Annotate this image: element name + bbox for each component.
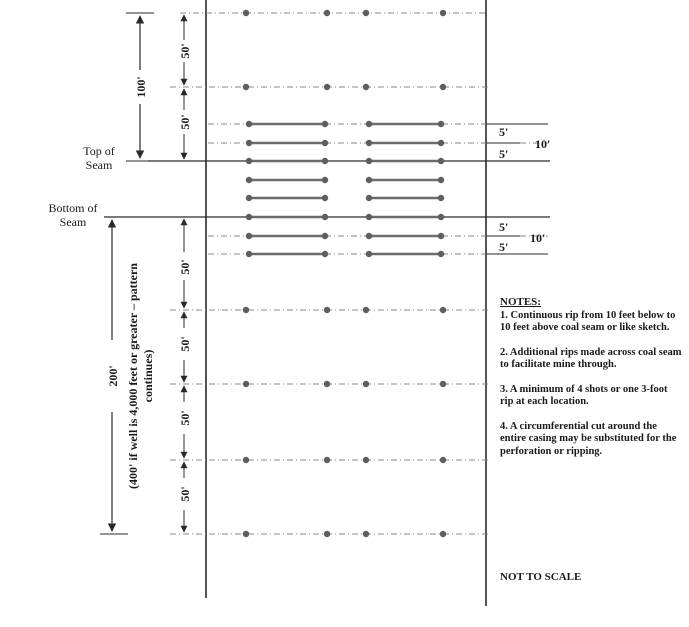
dim-50-label: 50': [178, 486, 192, 502]
shot-dot: [363, 381, 369, 387]
rip-row: [246, 140, 444, 146]
shot-dot: [243, 457, 249, 463]
dim-200-note-line1: (400' if well is 4,000 feet or greater – pattern: [126, 263, 140, 489]
top-of-seam-label-line2: Seam: [85, 158, 113, 172]
shot-dot: [324, 307, 330, 313]
dim-100-label: 100': [134, 76, 148, 98]
shot-dot: [243, 381, 249, 387]
shot-dot: [324, 381, 330, 387]
shot-dot: [440, 10, 446, 16]
dim-50-label: 50': [178, 259, 192, 275]
shot-dot: [324, 457, 330, 463]
dim-5-label: 5': [499, 220, 509, 234]
dim-10-label: 10': [535, 137, 551, 151]
shot-dot: [440, 531, 446, 537]
shot-dot: [243, 307, 249, 313]
dim-200-label: 200': [106, 365, 120, 387]
dim-5-label: 5': [499, 240, 509, 254]
dim-50-label: 50': [178, 336, 192, 352]
shot-dots: [243, 10, 446, 537]
reference-dash-lines: [170, 13, 551, 534]
shot-dot: [440, 84, 446, 90]
bottom-of-seam-label-line1: Bottom of: [48, 201, 98, 215]
rip-row: [246, 251, 444, 257]
shot-dot: [324, 531, 330, 537]
dim-5-label: 5': [499, 147, 509, 161]
rip-row: [246, 195, 444, 201]
rip-row: [246, 233, 444, 239]
note-item: 3. A minimum of 4 shots or one 3-foot rip at each location.: [500, 383, 668, 407]
dim-50-label: 50': [178, 410, 192, 426]
note-item: 4. A circumferential cut around the entire casing may be substituted for the perforation or ripping.: [500, 420, 677, 457]
rip-rows: [246, 121, 444, 257]
shot-dot: [363, 457, 369, 463]
shot-dot: [440, 381, 446, 387]
dim-50-label: 50': [178, 114, 192, 130]
shot-dot: [243, 84, 249, 90]
shot-dot: [324, 84, 330, 90]
rip-row: [246, 121, 444, 127]
shot-dot: [440, 307, 446, 313]
notes-panel: [500, 296, 682, 470]
note-item: 1. Continuous rip from 10 feet below to 10 feet above coal seam or like sketch.: [500, 309, 676, 333]
notes-title: NOTES:: [500, 296, 541, 308]
dim-200-note-line2: continues): [141, 349, 155, 403]
shot-dot: [243, 10, 249, 16]
dim-50-label: 50': [178, 43, 192, 59]
shot-dot: [440, 457, 446, 463]
shot-dot: [324, 10, 330, 16]
dim-5-label: 5': [499, 125, 509, 139]
shot-dot: [363, 10, 369, 16]
dim-10-label: 10': [530, 231, 546, 245]
note-item: 2. Additional rips made across coal seam to facilitate mine through.: [500, 346, 682, 370]
top-of-seam-label-line1: Top of: [83, 144, 115, 158]
bottom-of-seam-label-line2: Seam: [59, 215, 87, 229]
not-to-scale-label: NOT TO SCALE: [500, 571, 582, 583]
shot-dot: [363, 307, 369, 313]
shot-dot: [243, 531, 249, 537]
shot-dot: [363, 531, 369, 537]
rip-row: [246, 177, 444, 183]
shot-dot: [363, 84, 369, 90]
